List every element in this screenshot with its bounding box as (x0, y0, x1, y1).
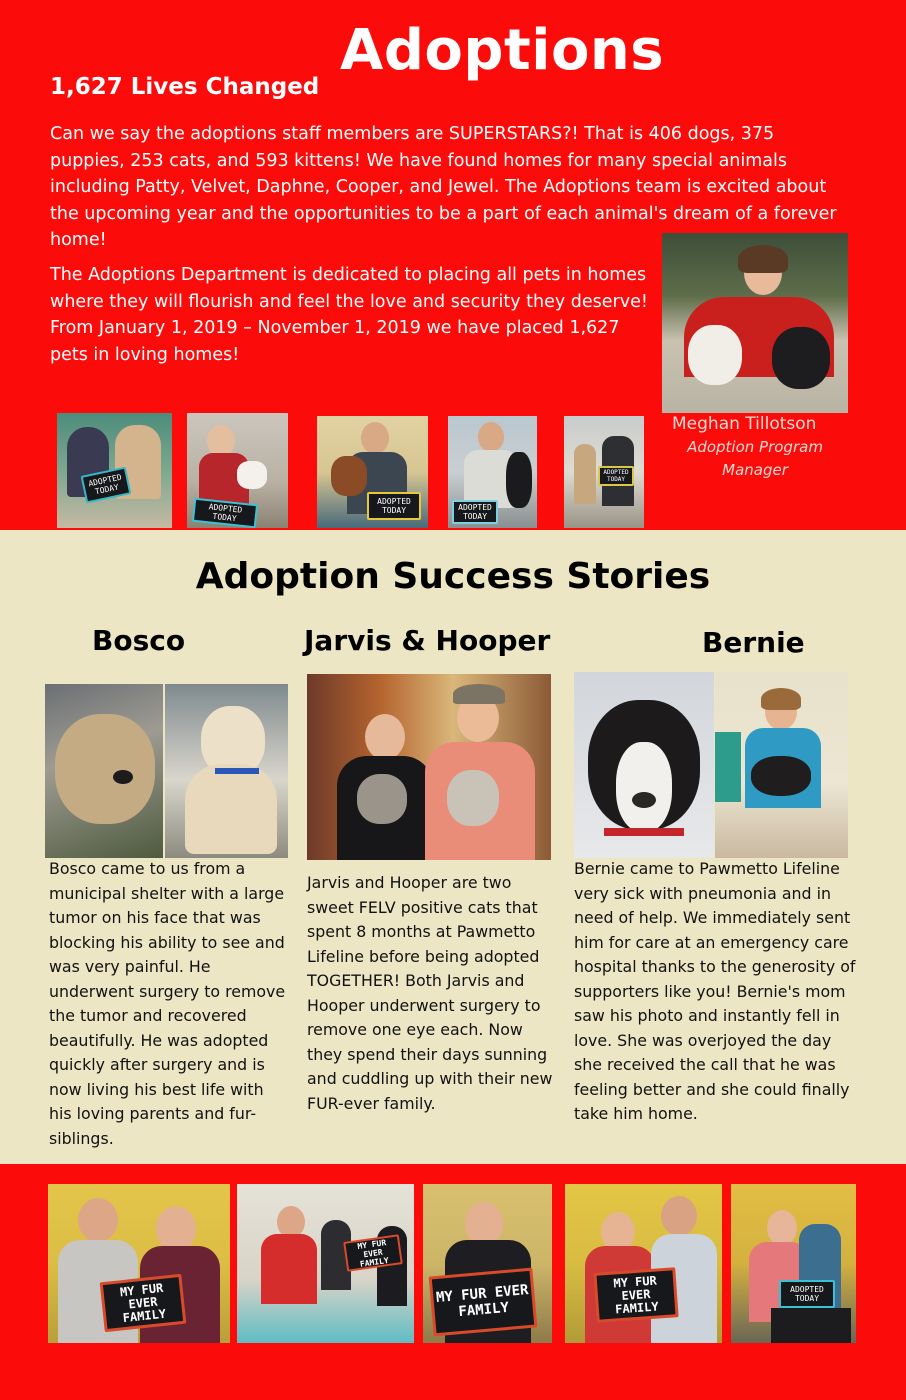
adoption-photo (317, 416, 428, 528)
story-text-jarvis-hooper: Jarvis and Hooper are two sweet FELV positive cats that spent 8 months at Pawmetto Lifeline before being adopted TOGETHER! Both Jarvis and Hooper underwent surgery to remove one eye each. Now they spend their days sunning and cuddling up with their new FUR-ever family. (307, 873, 553, 1113)
bosco-before-photo (45, 684, 163, 858)
fur-ever-family-photo (237, 1184, 414, 1343)
adopted-today-sign: ADOPTED TODAY (779, 1280, 835, 1308)
story-name-bosco: Bosco (92, 624, 186, 657)
bernie-adopter-photo (715, 672, 848, 858)
manager-photo (662, 233, 848, 413)
story-name-jarvis-hooper: Jarvis & Hooper (304, 624, 551, 657)
page-title: Adoptions (340, 18, 665, 83)
adoption-photo (448, 416, 537, 528)
adopted-today-sign: ADOPTED TODAY (81, 467, 132, 504)
story-name-bernie: Bernie (702, 626, 805, 659)
story-text-bosco: Bosco came to us from a municipal shelter with a large tumor on his face that was blocking his ability to see and was very painful. He underwent surgery to remove the tumor and recovered beautifully. He was adopted quickly after surgery and is now living his best life with his loving parents and fur-siblings. (49, 859, 286, 1148)
fur-ever-family-sign: MY FUR EVER FAMILY (593, 1267, 678, 1323)
adopted-today-sign: ADOPTED TODAY (452, 500, 498, 524)
bernie-portrait-photo (574, 672, 714, 858)
fur-ever-family-sign: MY FUR EVER FAMILY (100, 1274, 187, 1332)
manager-title: Adoption Program Manager (687, 438, 823, 479)
adopted-today-sign: ADOPTED TODAY (367, 492, 421, 520)
story-text-bernie: Bernie came to Pawmetto Lifeline very sick with pneumonia and in need of help. We immediately sent him for care at an emergency care hospital thanks to the generosity of supporters like you! Bernie's mom saw his photo and instantly fell in love. She was overjoyed the day she received the call that he was feeling better and she could finally take him home. (574, 859, 856, 1123)
adoption-photo (187, 413, 288, 528)
fur-ever-family-photo (48, 1184, 230, 1343)
fur-ever-family-photo (731, 1184, 856, 1343)
lives-changed-subtitle: 1,627 Lives Changed (50, 74, 320, 100)
fur-ever-family-photo (423, 1184, 552, 1343)
adoption-photo (57, 413, 172, 528)
adoption-photo (564, 416, 644, 528)
success-stories-title: Adoption Success Stories (195, 556, 711, 597)
jarvis-hooper-photo (307, 674, 551, 860)
adopted-today-sign: ADOPTED TODAY (192, 498, 258, 528)
bosco-after-photo (165, 684, 288, 858)
manager-name: Meghan Tillotson (672, 414, 817, 434)
fur-ever-family-sign: MY FUR EVER FAMILY (343, 1234, 403, 1272)
intro-paragraph: Can we say the adoptions staff members are SUPERSTARS?! That is 406 dogs, 375 puppies, 253 cats, and 593 kittens! We have found homes for many special animals including Patty, Velvet, Daphne, Cooper, and Jewel. The Adoptions team is excited about the upcoming year and the opportunities to be a part of each animal's dream of a forever home! (50, 124, 837, 250)
adopted-today-sign: ADOPTED TODAY (598, 466, 634, 486)
department-paragraph: The Adoptions Department is dedicated to placing all pets in homes where they will flourish and feel the love and security they deserve! From January 1, 2019 – November 1, 2019 we have placed 1,627 pets in loving homes! (50, 265, 648, 365)
fur-ever-family-sign: MY FUR EVER FAMILY (429, 1268, 538, 1337)
fur-ever-family-photo (565, 1184, 722, 1343)
